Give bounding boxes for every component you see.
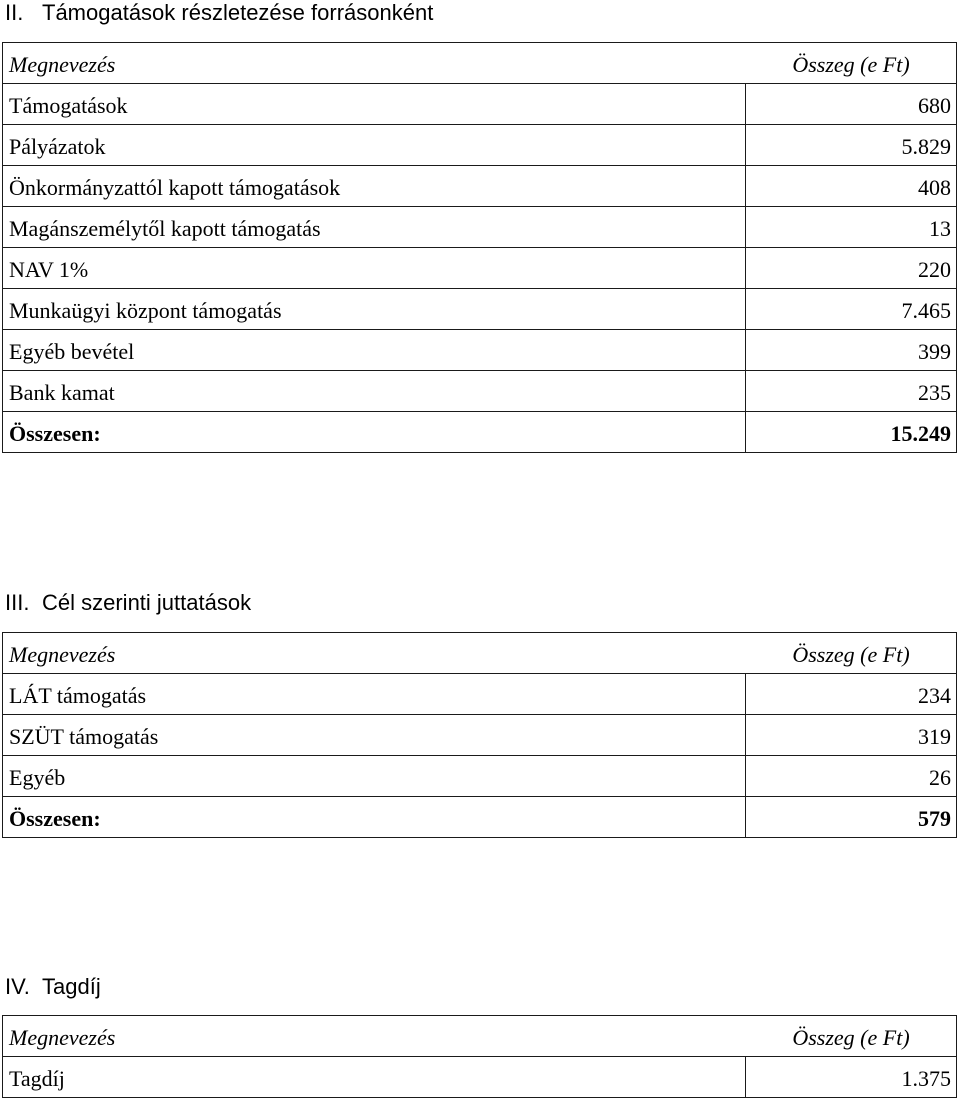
- column-header-name: Megnevezés: [9, 1024, 116, 1050]
- row-amount: 408: [918, 174, 951, 200]
- table-header-row: [3, 633, 956, 674]
- total-label: Összesen:: [3, 412, 746, 452]
- total-label: Összesen:: [3, 797, 746, 837]
- table-purpose-benefits: [2, 632, 957, 838]
- column-header-name: Megnevezés: [9, 641, 116, 667]
- table-row: [3, 330, 956, 371]
- section-number: IV.: [5, 974, 30, 999]
- table-row: [3, 166, 956, 207]
- section-title-text: Cél szerinti juttatások: [42, 590, 252, 615]
- table-row: [3, 248, 956, 289]
- section-title-ii: [5, 0, 433, 26]
- row-name: Bank kamat: [3, 371, 746, 411]
- table-row: [3, 84, 956, 125]
- row-name: SZÜT támogatás: [3, 715, 746, 755]
- row-name: Munkaügyi központ támogatás: [3, 289, 746, 329]
- table-row: [3, 674, 956, 715]
- row-amount: 319: [918, 723, 951, 749]
- table-total-row: [3, 797, 956, 838]
- table-row: [3, 715, 956, 756]
- row-name: Támogatások: [3, 84, 746, 124]
- table-support-sources: [2, 42, 957, 453]
- row-amount: 235: [918, 379, 951, 405]
- table-header-row: [3, 43, 956, 84]
- row-name: Tagdíj: [3, 1057, 746, 1097]
- row-amount: 13: [929, 215, 951, 241]
- section-title-iv: [5, 974, 101, 1000]
- row-amount: 26: [929, 764, 951, 790]
- total-amount: 579: [918, 805, 951, 831]
- table-row: [3, 371, 956, 412]
- row-amount: 1.375: [901, 1065, 951, 1091]
- table-row: [3, 756, 956, 797]
- row-name: Magánszemélytől kapott támogatás: [3, 207, 746, 247]
- row-name: NAV 1%: [3, 248, 746, 288]
- column-header-amount: Összeg (e Ft): [792, 51, 910, 77]
- row-amount: 220: [918, 256, 951, 282]
- row-name: Egyéb bevétel: [3, 330, 746, 370]
- row-name: Önkormányzattól kapott támogatások: [3, 166, 746, 206]
- section-number: II.: [5, 0, 24, 25]
- table-total-row: [3, 412, 956, 453]
- total-amount: 15.249: [890, 420, 951, 446]
- section-title-iii: [5, 590, 251, 616]
- table-header-row: [3, 1016, 956, 1057]
- row-name: LÁT támogatás: [3, 674, 746, 714]
- section-number: III.: [5, 590, 30, 615]
- row-amount: 7.465: [901, 297, 951, 323]
- section-title-text: Tagdíj: [42, 974, 101, 999]
- row-name: Egyéb: [3, 756, 746, 796]
- section-title-text: Támogatások részletezése forrásonként: [42, 0, 434, 25]
- table-row: [3, 289, 956, 330]
- column-header-name: Megnevezés: [9, 51, 116, 77]
- table-row: [3, 125, 956, 166]
- table-row: [3, 1057, 956, 1098]
- row-name: Pályázatok: [3, 125, 746, 165]
- row-amount: 234: [918, 682, 951, 708]
- row-amount: 5.829: [901, 133, 951, 159]
- table-row: [3, 207, 956, 248]
- row-amount: 399: [918, 338, 951, 364]
- column-header-amount: Összeg (e Ft): [792, 641, 910, 667]
- column-header-amount: Összeg (e Ft): [792, 1024, 910, 1050]
- table-membership-fee: [2, 1015, 957, 1098]
- row-amount: 680: [918, 92, 951, 118]
